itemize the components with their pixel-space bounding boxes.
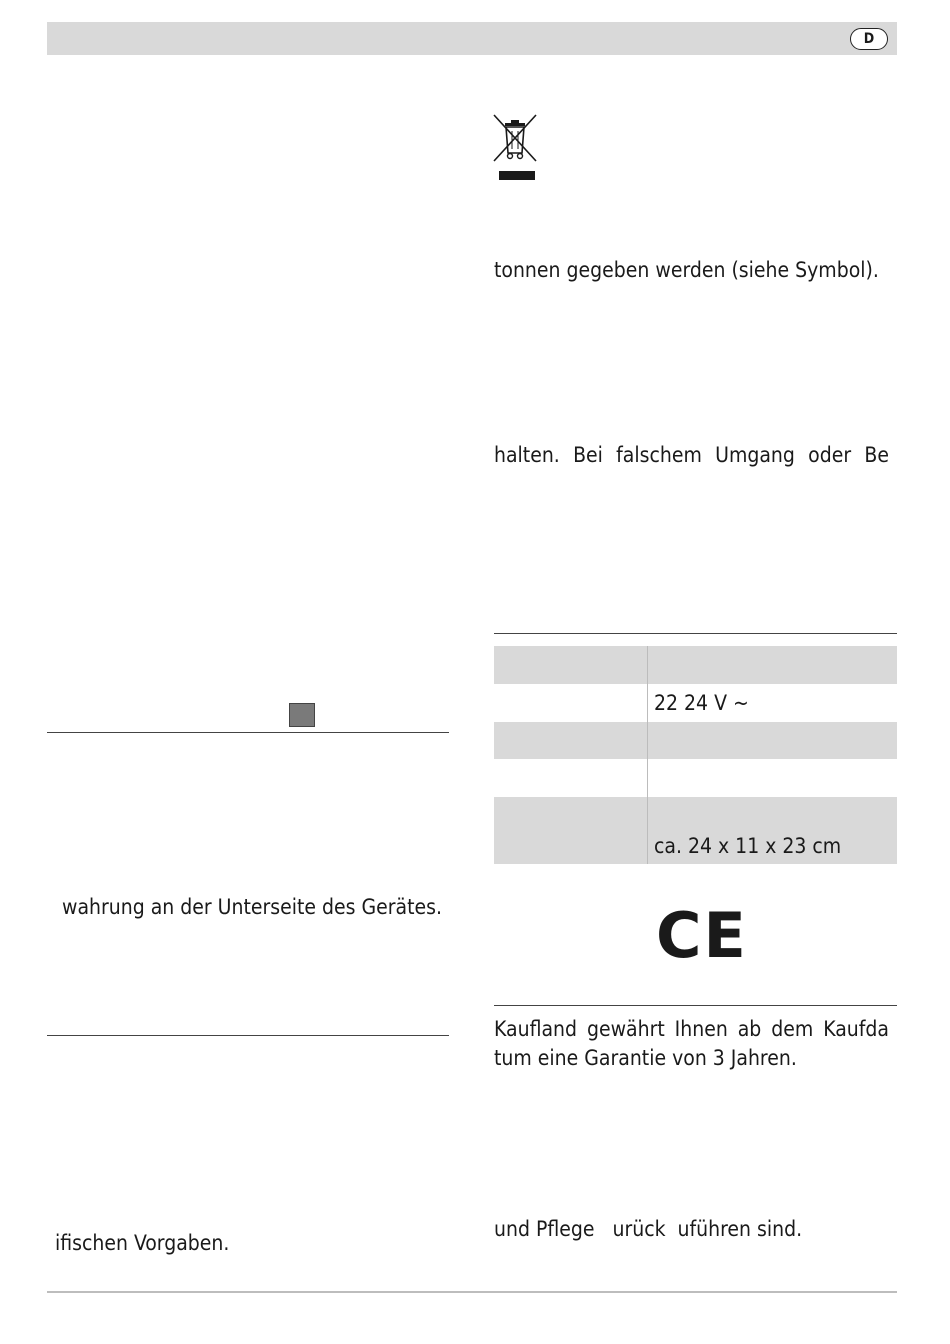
table-row (494, 646, 897, 684)
section-divider (47, 732, 449, 733)
word: ab (737, 1017, 762, 1041)
word: gewährt (586, 1017, 665, 1041)
header-bar (47, 22, 897, 55)
ce-mark: CE (656, 899, 748, 972)
table-row (494, 759, 897, 797)
word: falschem (616, 443, 702, 467)
storage-text-line: wahrung an der Unterseite des Gerätes. (62, 895, 442, 919)
table-row (494, 684, 897, 722)
gray-square-symbol (289, 703, 315, 727)
table-row (494, 722, 897, 759)
language-badge: D (850, 28, 888, 50)
dimensions-value: ca. 24 x 11 x 23 cm (654, 834, 842, 858)
word: dem (771, 1017, 814, 1041)
warranty-text-line (494, 1016, 889, 1042)
care-text-line: und Pflege urück uführen sind. (494, 1217, 803, 1241)
table-top-rule (494, 633, 897, 634)
word: Be (864, 443, 889, 467)
warranty-text-line-2: tum eine Garantie von 3 Jahren. (494, 1046, 797, 1070)
word: Kaufland (494, 1017, 578, 1041)
warning-text-line (494, 442, 889, 468)
crossed-out-bin-icon (492, 113, 540, 183)
footer-rule (47, 1291, 897, 1293)
table-row (494, 797, 897, 864)
specs-text-line: ifischen Vorgaben. (55, 1231, 230, 1255)
disposal-text-line: tonnen gegeben werden (siehe Symbol). (494, 258, 879, 282)
word: Ihnen (674, 1017, 728, 1041)
section-divider (47, 1035, 449, 1036)
word: oder (808, 443, 852, 467)
word: Bei (573, 443, 603, 467)
section-divider (494, 1005, 897, 1006)
word: Kaufda (823, 1017, 889, 1041)
table-column-divider (647, 646, 648, 864)
word: halten. (494, 443, 560, 467)
word: Umgang (715, 443, 795, 467)
voltage-value: 22 24 V ~ (654, 691, 749, 715)
